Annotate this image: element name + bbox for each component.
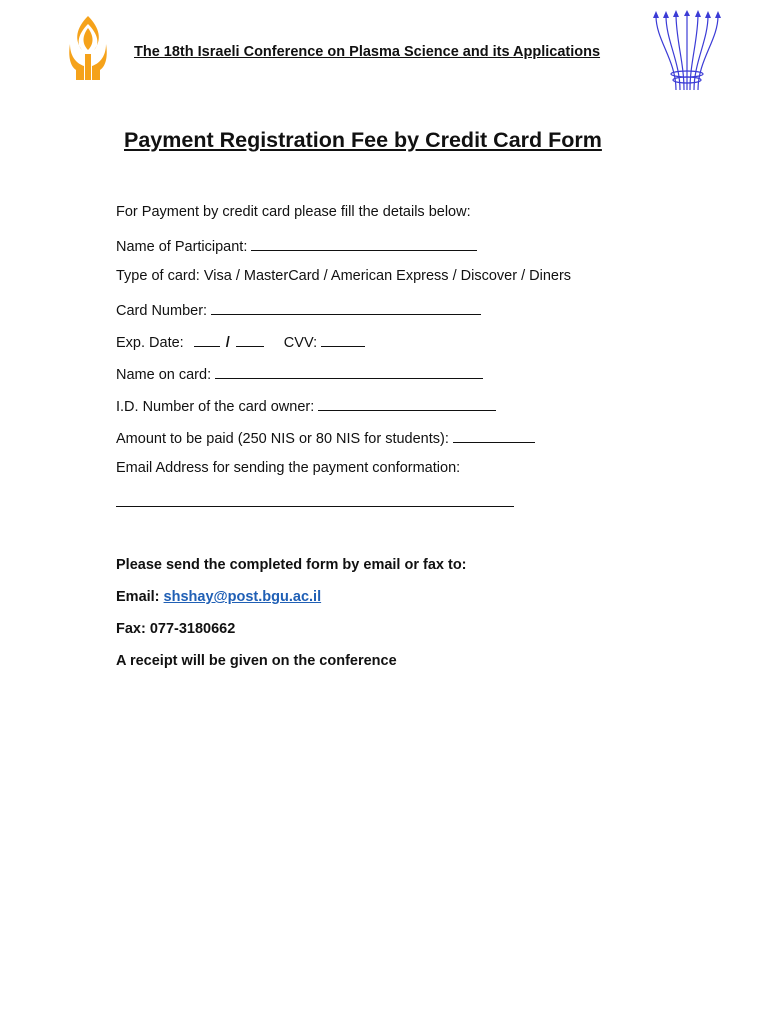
send-instruction: Please send the completed form by email or fax to: <box>116 557 467 573</box>
id-number-label: I.D. Number of the card owner: <box>116 399 315 415</box>
name-on-card-field[interactable] <box>215 364 483 379</box>
card-number-field[interactable] <box>211 300 481 315</box>
cvv-label: CVV: <box>283 335 318 351</box>
card-number-row <box>116 300 481 319</box>
exp-separator: / <box>225 335 230 351</box>
amount-field[interactable] <box>453 428 535 443</box>
receipt-note: A receipt will be given on the conference <box>116 653 397 669</box>
intro-text: For Payment by credit card please fill the details below: <box>116 204 471 220</box>
cvv-field[interactable] <box>321 332 365 347</box>
exp-year-field[interactable] <box>236 332 264 347</box>
name-on-card-label: Name on card: <box>116 367 212 383</box>
plasma-logo-icon <box>648 10 726 94</box>
contact-email-row <box>116 589 321 605</box>
contact-email-label: Email: <box>116 589 160 605</box>
participant-name-label: Name of Participant: <box>116 239 248 255</box>
exp-date-row <box>116 332 365 351</box>
contact-fax: Fax: 077-3180662 <box>116 621 236 637</box>
email-address-row <box>116 492 514 511</box>
exp-month-field[interactable] <box>194 332 220 347</box>
exp-date-label: Exp. Date: <box>116 335 184 351</box>
card-type-line: Type of card: Visa / MasterCard / American Express / Discover / Diners <box>116 268 572 284</box>
amount-label: Amount to be paid (250 NIS or 80 NIS for students): <box>116 431 449 447</box>
id-number-row <box>116 396 496 415</box>
id-number-field[interactable] <box>318 396 496 411</box>
amount-row <box>116 428 535 447</box>
university-logo-icon <box>66 14 110 82</box>
participant-name-field[interactable] <box>251 236 477 251</box>
conference-header: The 18th Israeli Conference on Plasma Science and its Applications <box>134 44 601 60</box>
contact-email-link[interactable]: shshay@post.bgu.ac.il <box>163 589 322 605</box>
participant-name-row <box>116 236 477 255</box>
page-title: Payment Registration Fee by Credit Card Form <box>124 128 602 152</box>
name-on-card-row <box>116 364 483 383</box>
card-number-label: Card Number: <box>116 303 208 319</box>
email-address-field[interactable] <box>116 492 514 507</box>
email-address-label: Email Address for sending the payment conformation: <box>116 460 461 476</box>
